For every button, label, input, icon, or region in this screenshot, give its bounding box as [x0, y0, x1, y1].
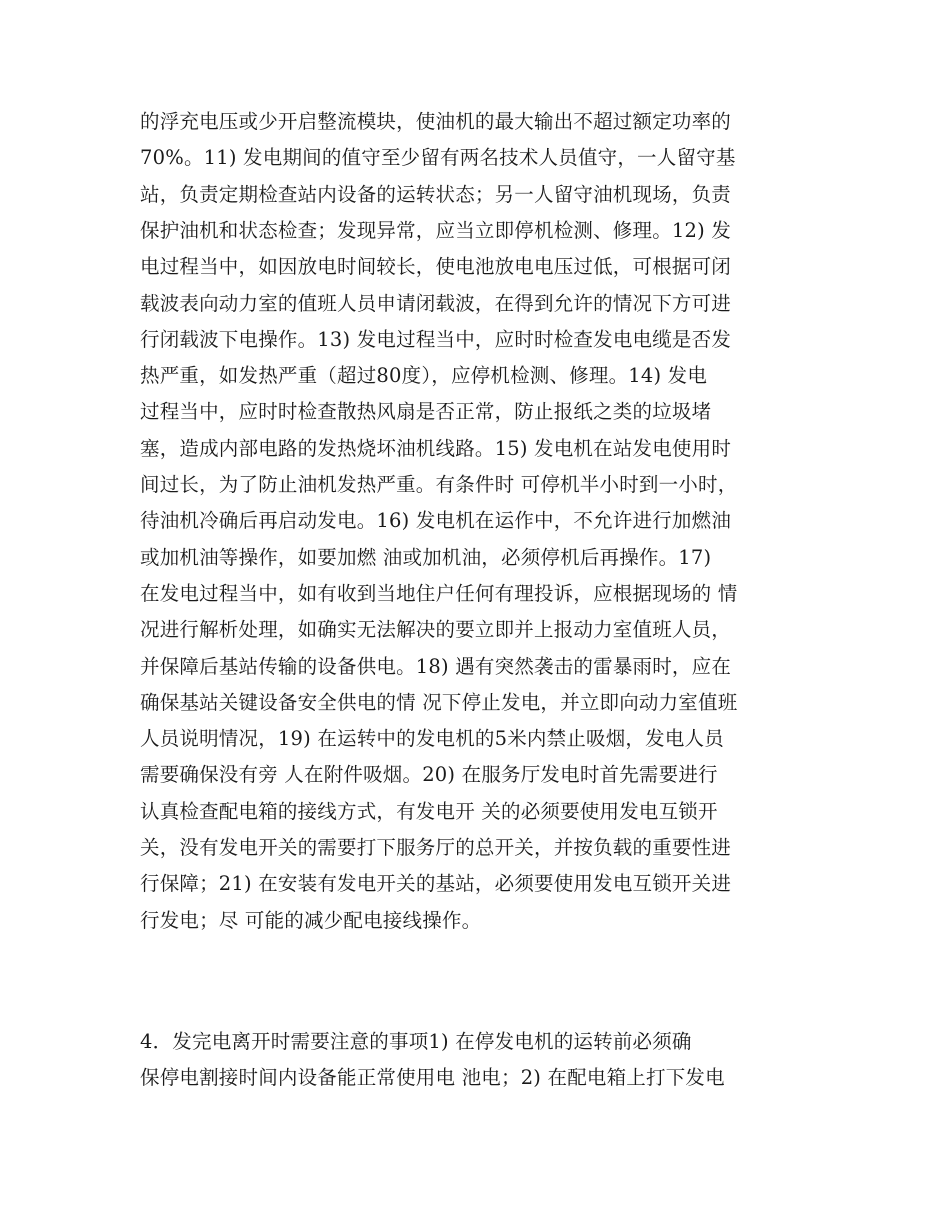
text-line: 行保障；21) 在安装有发电开关的基站，必须要使用发电互锁开关进: [140, 872, 732, 896]
text-line: 站，负责定期检查站内设备的运转状态；另一人留守油机现场，负责: [140, 182, 732, 206]
text-line: 关，没有发电开关的需要打下服务厅的总开关，并按负载的重要性进: [140, 836, 732, 859]
text-line: 塞，造成内部电路的发热烧坏油机线路。15) 发电机在站发电使用时: [140, 436, 732, 460]
text-line: 行闭载波下电操作。13) 发电过程当中，应时时检查发电电缆是否发: [140, 327, 732, 351]
text-line: 并保障后基站传输的设备供电。18) 遇有突然袭击的雷暴雨时，应在: [140, 654, 732, 678]
text-line: 况进行解析处理，如确实无法解决的要立即并上报动力室值班人员，: [140, 618, 732, 642]
text-line: 需要确保没有旁 人在附件吸烟。20) 在服务厅发电时首先需要进行: [140, 763, 718, 787]
text-line: 认真检查配电箱的接线方式，有发电开 关的必须要使用发电互锁开: [140, 799, 718, 823]
text-line: 70%。11) 发电期间的值守至少留有两名技术人员值守，一人留守基: [140, 146, 736, 170]
text-line: 保护油机和状态检查；发现异常，应当立即停机检测、修理。12) 发: [140, 218, 732, 242]
text-line: 人员说明情况，19) 在运转中的发电机的5米内禁止吸烟，发电人员: [140, 727, 724, 751]
text-line: 保停电割接时间内设备能正常使用电 池电；2) 在配电箱上打下发电: [140, 1066, 725, 1090]
text-line: 过程当中，应时时检查散热风扇是否正常，防止报纸之类的垃圾堵: [140, 400, 712, 424]
text-line: 载波表向动力室的值班人员申请闭载波，在得到允许的情况下方可进: [140, 291, 732, 315]
text-line: 电过程当中，如因放电时间较长，使电池放电电压过低，可根据可闭: [140, 255, 732, 279]
text-line: 的浮充电压或少开启整流模块，使油机的最大输出不超过额定功率的: [140, 110, 732, 133]
text-line: 4．发完电离开时需要注意的事项1) 在停发电机的运转前必须确: [140, 1030, 692, 1053]
text-line: 在发电过程当中，如有收到当地住户任何有理投诉，应根据现场的 情: [140, 581, 738, 605]
text-line: 热严重，如发热严重（超过80度），应停机检测、修理。14) 发电: [140, 364, 708, 388]
text-line: 行发电；尽 可能的减少配电接线操作。: [140, 908, 482, 932]
text-line: 待油机冷确后再启动发电。16) 发电机在运作中，不允许进行加燃油: [140, 509, 732, 533]
text-line: 确保基站关键设备安全供电的情 况下停止发电，并立即向动力室值班: [140, 690, 738, 714]
text-line: 或加机油等操作，如要加燃 油或加机油，必须停机后再操作。17): [140, 545, 712, 569]
text-line: 间过长，为了防止油机发热严重。有条件时 可停机半小时到一小时，: [140, 473, 738, 496]
